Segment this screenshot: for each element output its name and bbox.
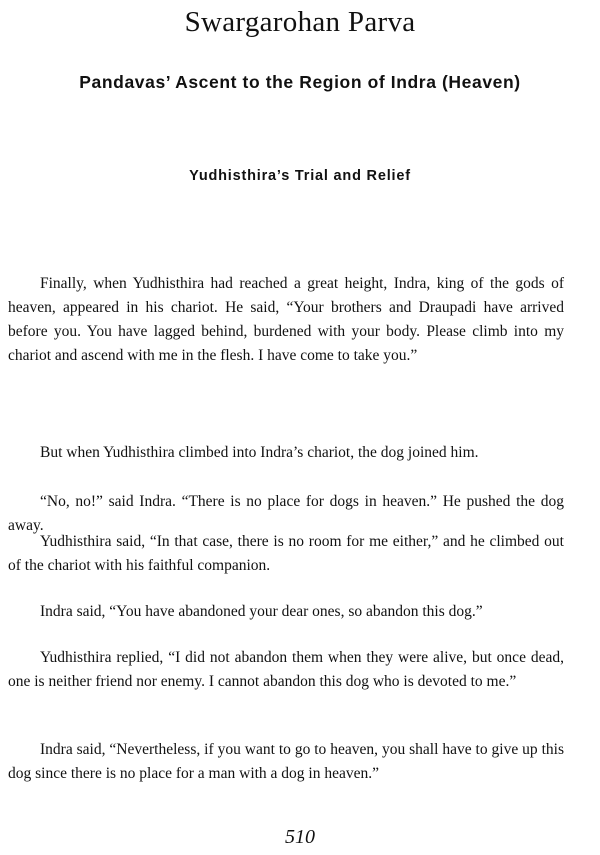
page-number: 510 xyxy=(285,826,315,848)
paragraph: Finally, when Yudhisthira had reached a great height, Indra, king of the gods of heaven, appeared in his chariot. He said, “Your brothers and Draupadi have arrived before you. You have lagged behind, burdened with your body. Please climb into my chariot and ascend with me in the flesh. I have come to take you.” xyxy=(8,275,564,364)
paragraph: Yudhisthira replied, “I did not abandon them when they were alive, but once dead, one is neither friend nor enemy. I cannot abandon this dog who is devoted to me.” xyxy=(8,649,564,690)
section-title: Yudhisthira’s Trial and Relief xyxy=(189,168,411,184)
paragraph: Indra said, “You have abandoned your dear ones, so abandon this dog.” xyxy=(40,603,483,620)
paragraph: Yudhisthira said, “In that case, there is no room for me either,” and he climbed out of the chariot with his faithful companion. xyxy=(8,533,564,574)
chapter-subtitle: Pandavas’ Ascent to the Region of Indra (Heaven) xyxy=(79,72,521,92)
paragraph: But when Yudhisthira climbed into Indra’s chariot, the dog joined him. xyxy=(40,444,479,461)
parva-title: Swargarohan Parva xyxy=(184,6,416,38)
paragraph: “No, no!” said Indra. “There is no place for dogs in heaven.” He pushed the dog away. xyxy=(8,493,564,534)
paragraph: Indra said, “Nevertheless, if you want to go to heaven, you shall have to give up this dog since there is no place for a man with a dog in heaven.” xyxy=(8,741,564,782)
